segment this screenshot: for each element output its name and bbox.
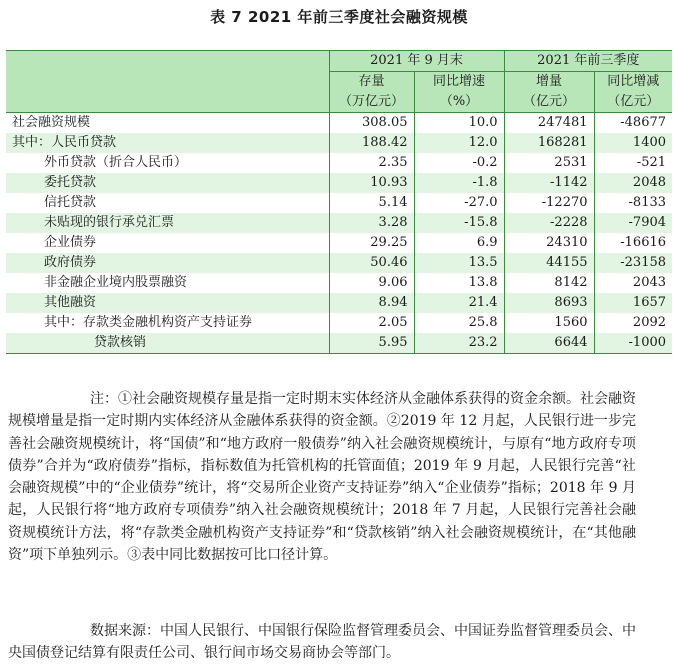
header-group-q3: 2021 年前三季度 — [504, 51, 672, 72]
header-blank-2 — [6, 72, 329, 113]
cell-yoy-change: -521 — [594, 153, 672, 173]
header-column-row — [6, 72, 672, 113]
cell-stock: 8.94 — [329, 293, 414, 313]
cell-increment: 8142 — [504, 273, 594, 293]
cell-yoy-growth: 23.2 — [414, 333, 504, 354]
cell-yoy-growth: 21.4 — [414, 293, 504, 313]
cell-yoy-growth: 10.0 — [414, 113, 504, 134]
cell-increment: 24310 — [504, 233, 594, 253]
header-stock-label: 存量 — [358, 74, 385, 89]
cell-increment: 8693 — [504, 293, 594, 313]
cell-stock: 5.14 — [329, 193, 414, 213]
table-row — [6, 333, 672, 354]
table-row — [6, 273, 672, 293]
notes-text: 注：①社会融资规模存量是指一定时期末实体经济从金融体系获得的资金余额。社会融资规模增量是指一定时期内实体经济从金融体系获得的资金额。②2019 年 12 月起，人民银行进一步完善社会融资规模统计，将“国债”和“地方政府一般债券”纳入社会融资规模统计，与原有“地方政府专项债券”合并为“政府债券”指标，指标数值为托管机构的托管面值；2019 年 9 月起，人民银行完善“社会融资规模”中的“企业债券”统计，将“交易所企业资产支持证券”纳入“企业债券”指标；2018 年 9 月起，人民银行将“地方政府专项债券”纳入社会融资规模统计；2018 年 7 月起，人民银行完善社会融资规模统计方法，将“存款类金融机构资产支持证券”和“贷款核销”纳入社会融资规模统计，在“其他融资”项下单独列示。③表中同比数据按可比口径计算。 — [8, 391, 636, 564]
social-financing-table — [6, 50, 672, 354]
header-yoy-growth-unit: （%） — [439, 94, 479, 109]
cell-stock: 50.46 — [329, 253, 414, 273]
row-label: 非金融企业境内股票融资 — [6, 273, 329, 293]
header-group-row — [6, 51, 672, 72]
cell-increment: -2228 — [504, 213, 594, 233]
cell-yoy-growth: -27.0 — [414, 193, 504, 213]
header-stock — [329, 72, 414, 113]
table-row — [6, 193, 672, 213]
cell-yoy-change: -7904 — [594, 213, 672, 233]
cell-stock: 308.05 — [329, 113, 414, 134]
cell-increment: -1142 — [504, 173, 594, 193]
table-row — [6, 113, 672, 134]
cell-stock: 5.95 — [329, 333, 414, 354]
cell-stock: 188.42 — [329, 133, 414, 153]
cell-yoy-growth: 12.0 — [414, 133, 504, 153]
cell-yoy-change: 1657 — [594, 293, 672, 313]
row-label: 企业债券 — [6, 233, 329, 253]
cell-increment: 6644 — [504, 333, 594, 354]
cell-stock: 3.28 — [329, 213, 414, 233]
data-source — [8, 620, 636, 664]
row-label: 社会融资规模 — [6, 113, 329, 134]
table-row — [6, 133, 672, 153]
cell-increment: 44155 — [504, 253, 594, 273]
header-yoy-change — [594, 72, 672, 113]
table-notes — [8, 388, 636, 566]
cell-yoy-growth: 25.8 — [414, 313, 504, 333]
cell-yoy-growth: -0.2 — [414, 153, 504, 173]
data-source-text: 数据来源：中国人民银行、中国银行保险监督管理委员会、中国证券监督管理委员会、中央国债登记结算有限责任公司、银行间市场交易商协会等部门。 — [8, 623, 636, 661]
cell-increment: 168281 — [504, 133, 594, 153]
cell-yoy-growth: 6.9 — [414, 233, 504, 253]
cell-yoy-change: -8133 — [594, 193, 672, 213]
cell-yoy-change: -48677 — [594, 113, 672, 134]
row-label: 未贴现的银行承兑汇票 — [6, 213, 329, 233]
cell-yoy-growth: -1.8 — [414, 173, 504, 193]
table-row — [6, 173, 672, 193]
table-row — [6, 213, 672, 233]
row-label: 贷款核销 — [6, 333, 329, 354]
row-label: 信托贷款 — [6, 193, 329, 213]
header-yoy-growth-label: 同比增速 — [433, 74, 486, 89]
header-increment-unit: （亿元） — [523, 94, 576, 109]
table-title: 表 7 2021 年前三季度社会融资规模 — [210, 8, 468, 26]
cell-yoy-change: 2043 — [594, 273, 672, 293]
cell-stock: 9.06 — [329, 273, 414, 293]
header-increment — [504, 72, 594, 113]
cell-increment: 247481 — [504, 113, 594, 134]
cell-yoy-change: -16616 — [594, 233, 672, 253]
cell-yoy-change: -23158 — [594, 253, 672, 273]
cell-increment: -12270 — [504, 193, 594, 213]
row-label: 其中：人民币贷款 — [6, 133, 329, 153]
row-label: 外币贷款（折合人民币） — [6, 153, 329, 173]
cell-stock: 10.93 — [329, 173, 414, 193]
cell-yoy-change: -1000 — [594, 333, 672, 354]
row-label: 其他融资 — [6, 293, 329, 313]
cell-yoy-change: 1400 — [594, 133, 672, 153]
cell-increment: 2531 — [504, 153, 594, 173]
cell-yoy-growth: 13.5 — [414, 253, 504, 273]
table-row — [6, 313, 672, 333]
cell-yoy-growth: 13.8 — [414, 273, 504, 293]
table-row — [6, 253, 672, 273]
row-label: 政府债券 — [6, 253, 329, 273]
table-row — [6, 233, 672, 253]
header-group-sep: 2021 年 9 月末 — [329, 51, 504, 72]
cell-yoy-change: 2048 — [594, 173, 672, 193]
cell-stock: 2.35 — [329, 153, 414, 173]
table-row — [6, 293, 672, 313]
table-row — [6, 153, 672, 173]
header-increment-label: 增量 — [536, 74, 563, 89]
header-stock-unit: （万亿元） — [338, 94, 404, 109]
cell-stock: 29.25 — [329, 233, 414, 253]
header-yoy-change-unit: （亿元） — [607, 94, 660, 109]
cell-increment: 1560 — [504, 313, 594, 333]
header-blank — [6, 51, 329, 72]
cell-yoy-change: 2092 — [594, 313, 672, 333]
header-yoy-change-label: 同比增减 — [607, 74, 660, 89]
row-label: 委托贷款 — [6, 173, 329, 193]
row-label: 其中：存款类金融机构资产支持证券 — [6, 313, 329, 333]
cell-stock: 2.05 — [329, 313, 414, 333]
cell-yoy-growth: -15.8 — [414, 213, 504, 233]
header-yoy-growth — [414, 72, 504, 113]
